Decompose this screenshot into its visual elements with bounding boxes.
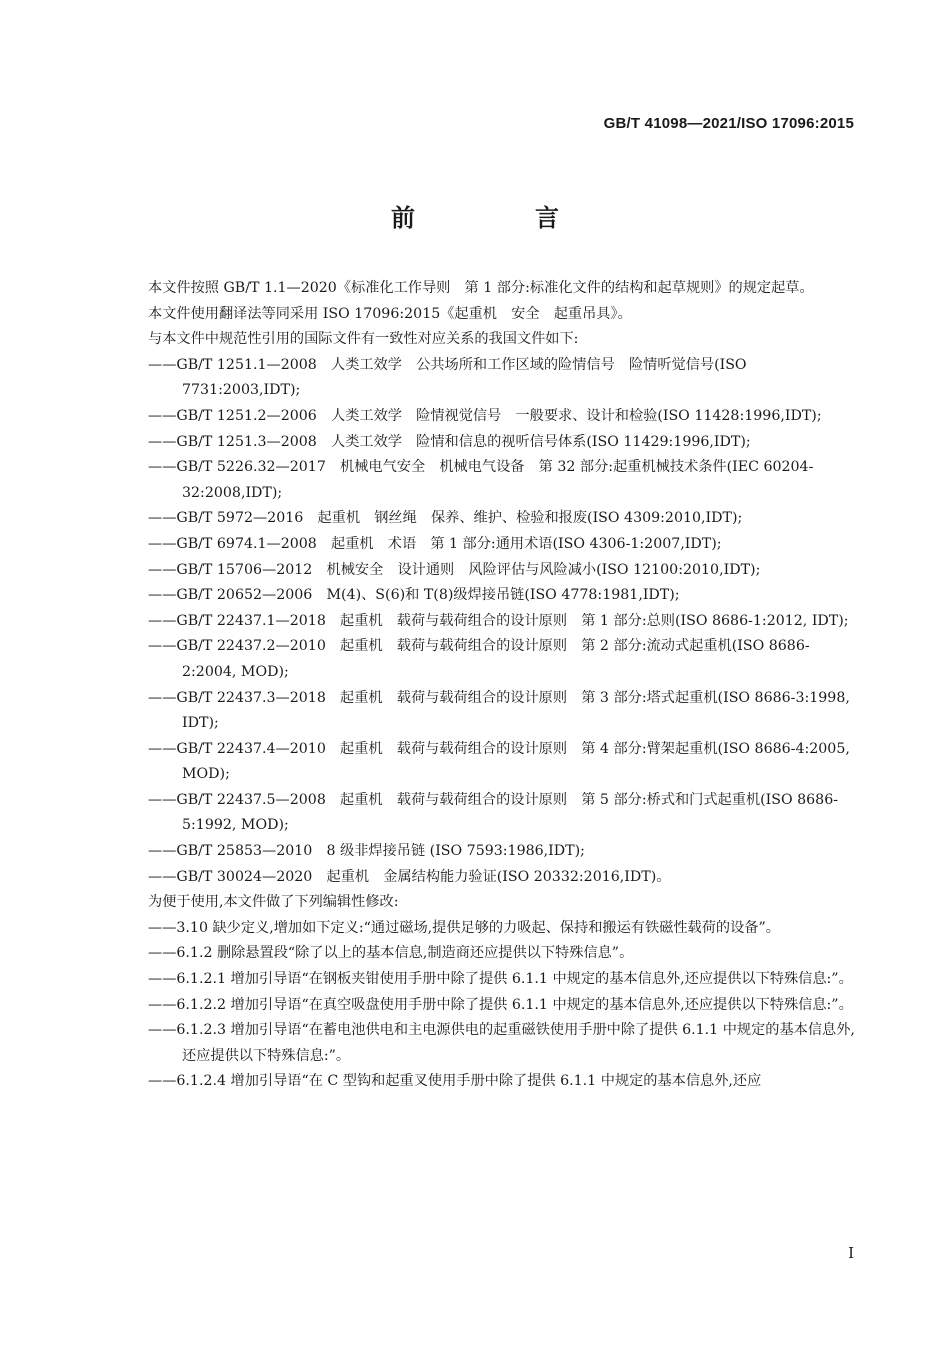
page-title: 前 言 bbox=[391, 203, 607, 232]
edit-item: ——6.1.2.2 增加引导语“在真空吸盘使用手册中除了提供 6.1.1 中规定的基本信息外,还应提供以下特殊信息:”。 bbox=[148, 996, 853, 1013]
edit-item: ——6.1.2 删除悬置段“除了以上的基本信息,制造商还应提供以下特殊信息”。 bbox=[148, 945, 634, 962]
edit-item: ——6.1.2.4 增加引导语“在 C 型钩和起重叉使用手册中除了提供 6.1.1 中规定的基本信息外,还应 bbox=[148, 1073, 762, 1090]
reference-item: ——GB/T 15706—2012 机械安全 设计通则 风险评估与风险减小(ISO 12100:2010,IDT); bbox=[148, 561, 761, 578]
reference-item: ——GB/T 5972—2016 起重机 钢丝绳 保养、维护、检验和报废(ISO 4309:2010,IDT); bbox=[148, 510, 743, 527]
reference-item: ——GB/T 22437.2—2010 起重机 载荷与载荷组合的设计原则 第 2 部分:流动式起重机(ISO 8686-2:2004, MOD); bbox=[148, 638, 810, 680]
reference-item: ——GB/T 22437.1—2018 起重机 载荷与载荷组合的设计原则 第 1 部分:总则(ISO 8686-1:2012, IDT); bbox=[148, 612, 849, 629]
edit-item: ——6.1.2.1 增加引导语“在钢板夹钳使用手册中除了提供 6.1.1 中规定的基本信息外,还应提供以下特殊信息:”。 bbox=[148, 971, 853, 988]
standard-code: GB/T 41098—2021/ISO 17096:2015 bbox=[603, 115, 854, 132]
intro-paragraph: 与本文件中规范性引用的国际文件有一致性对应关系的我国文件如下: bbox=[148, 331, 579, 348]
reference-item: ——GB/T 5226.32—2017 机械电气安全 机械电气设备 第 32 部分:起重机械技术条件(IEC 60204-32:2008,IDT); bbox=[148, 459, 814, 501]
intro-paragraph: 本文件按照 GB/T 1.1—2020《标准化工作导则 第 1 部分:标准化文件的结构和起草规则》的规定起草。 bbox=[148, 280, 814, 296]
reference-item: ——GB/T 1251.3—2008 人类工效学 险情和信息的视听信号体系(ISO 11429:1996,IDT); bbox=[148, 433, 751, 450]
edit-item: ——6.1.2.3 增加引导语“在蓄电池供电和主电源供电的起重磁铁使用手册中除了提供 6.1.1 中规定的基本信息外,还应提供以下特殊信息:”。 bbox=[148, 1022, 855, 1064]
reference-item: ——GB/T 20652—2006 M(4)、S(6)和 T(8)级焊接吊链(ISO 4778:1981,IDT); bbox=[148, 587, 680, 604]
reference-item: ——GB/T 22437.4—2010 起重机 载荷与载荷组合的设计原则 第 4 部分:臂架起重机(ISO 8686-4:2005, MOD); bbox=[148, 740, 850, 783]
foreword-body bbox=[120, 276, 856, 1095]
reference-item: ——GB/T 1251.2—2006 人类工效学 险情视觉信号 一般要求、设计和检验(ISO 11428:1996,IDT); bbox=[148, 407, 822, 424]
reference-item: ——GB/T 22437.3—2018 起重机 载荷与载荷组合的设计原则 第 3 部分:塔式起重机(ISO 8686-3:1998, IDT); bbox=[148, 689, 850, 732]
page-number: I bbox=[848, 1244, 854, 1262]
edit-item: ——3.10 缺少定义,增加如下定义:“通过磁场,提供足够的力吸起、保持和搬运有铁磁性载荷的设备”。 bbox=[148, 919, 780, 936]
edits-intro: 为便于使用,本文件做了下列编辑性修改: bbox=[148, 894, 399, 911]
reference-item: ——GB/T 1251.1—2008 人类工效学 公共场所和工作区域的险情信号 险情听觉信号(ISO 7731:2003,IDT); bbox=[148, 356, 747, 399]
reference-item: ——GB/T 6974.1—2008 起重机 术语 第 1 部分:通用术语(ISO 4306-1:2007,IDT); bbox=[148, 535, 722, 552]
reference-item: ——GB/T 30024—2020 起重机 金属结构能力验证(ISO 20332:2016,IDT)。 bbox=[148, 868, 671, 885]
intro-paragraph: 本文件使用翻译法等同采用 ISO 17096:2015《起重机 安全 起重吊具》。 bbox=[148, 305, 632, 322]
reference-item: ——GB/T 22437.5—2008 起重机 载荷与载荷组合的设计原则 第 5 部分:桥式和门式起重机(ISO 8686-5:1992, MOD); bbox=[148, 791, 839, 834]
reference-item: ——GB/T 25853—2010 8 级非焊接吊链 (ISO 7593:1986,IDT); bbox=[148, 843, 585, 860]
